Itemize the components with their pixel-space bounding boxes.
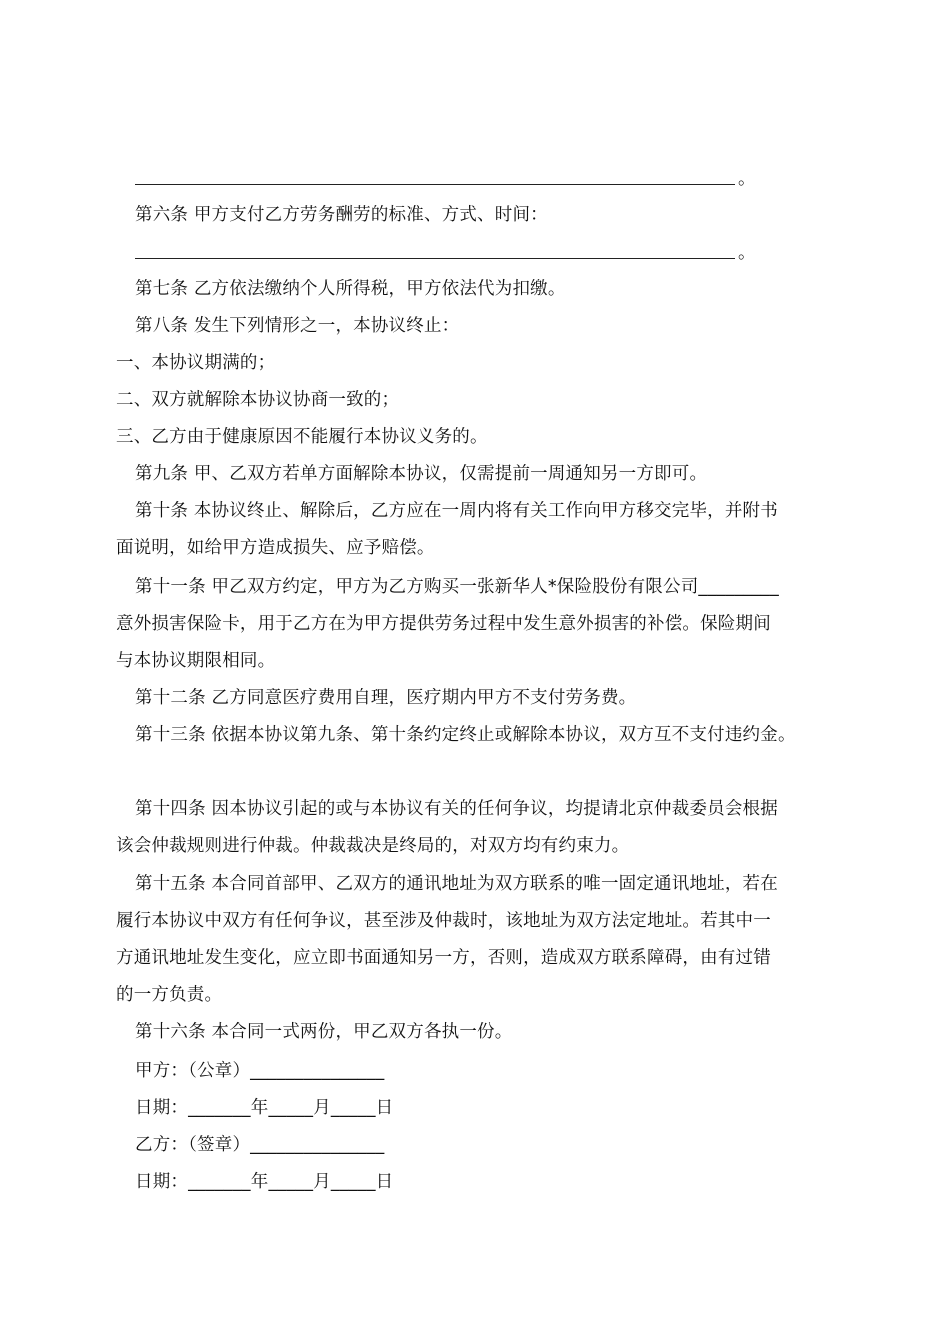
article-15-line-1: 第十五条 本合同首部甲、乙双方的通讯地址为双方联系的唯一固定通讯地址，若在 (135, 874, 778, 894)
article-12: 第十二条 乙方同意医疗费用自理，医疗期内甲方不支付劳务费。 (135, 688, 637, 708)
party-a-seal: 甲方：（公章）_______________ (135, 1061, 385, 1081)
party-a-date: 日期：_______年_____月_____日 (135, 1098, 394, 1118)
article-11-line-1: 第十一条 甲乙双方约定，甲方为乙方购买一张新华人*保险股份有限公司_________ (135, 577, 779, 597)
party-b-date: 日期：_______年_____月_____日 (135, 1172, 394, 1192)
blank-rule (135, 184, 735, 185)
article-16: 第十六条 本合同一式两份，甲乙双方各执一份。 (135, 1022, 513, 1042)
article-15-line-2: 履行本协议中双方有任何争议，甚至涉及仲裁时，该地址为双方法定地址。若其中一 (116, 911, 771, 931)
article-14-line-2: 该会仲裁规则进行仲裁。仲裁裁决是终局的，对双方均有约束力。 (116, 836, 630, 856)
party-b-signature: 乙方：（签章）_______________ (135, 1135, 385, 1155)
period-mark: 。 (738, 243, 756, 263)
article-6: 第六条 甲方支付乙方劳务酬劳的标准、方式、时间： (135, 205, 548, 225)
article-10-line-1: 第十条 本协议终止、解除后，乙方应在一周内将有关工作向甲方移交完毕，并附书 (135, 501, 778, 521)
article-8-item-1: 一、本协议期满的； (116, 353, 276, 373)
article-8-item-3: 三、乙方由于健康原因不能履行本协议义务的。 (116, 427, 488, 447)
article-8: 第八条 发生下列情形之一，本协议终止： (135, 316, 460, 336)
article-9: 第九条 甲、乙双方若单方面解除本协议，仅需提前一周通知另一方即可。 (135, 464, 708, 484)
article-14-line-1: 第十四条 因本协议引起的或与本协议有关的任何争议，均提请北京仲裁委员会根据 (135, 799, 778, 819)
blank-rule (135, 258, 735, 259)
article-15-line-3: 方通讯地址发生变化，应立即书面通知另一方，否则，造成双方联系障碍，由有过错 (116, 948, 771, 968)
article-15-line-4: 的一方负责。 (116, 985, 223, 1005)
article-10-line-2: 面说明，如给甲方造成损失、应予赔偿。 (116, 538, 435, 558)
period-mark: 。 (738, 169, 756, 189)
article-11-line-2: 意外损害保险卡，用于乙方在为甲方提供劳务过程中发生意外损害的补偿。保险期间 (116, 614, 771, 634)
article-7: 第七条 乙方依法缴纳个人所得税，甲方依法代为扣缴。 (135, 279, 566, 299)
article-11-line-3: 与本协议期限相同。 (116, 651, 276, 671)
article-13: 第十三条 依据本协议第九条、第十条约定终止或解除本协议，双方互不支付违约金。 (135, 725, 796, 745)
article-8-item-2: 二、双方就解除本协议协商一致的； (116, 390, 400, 410)
